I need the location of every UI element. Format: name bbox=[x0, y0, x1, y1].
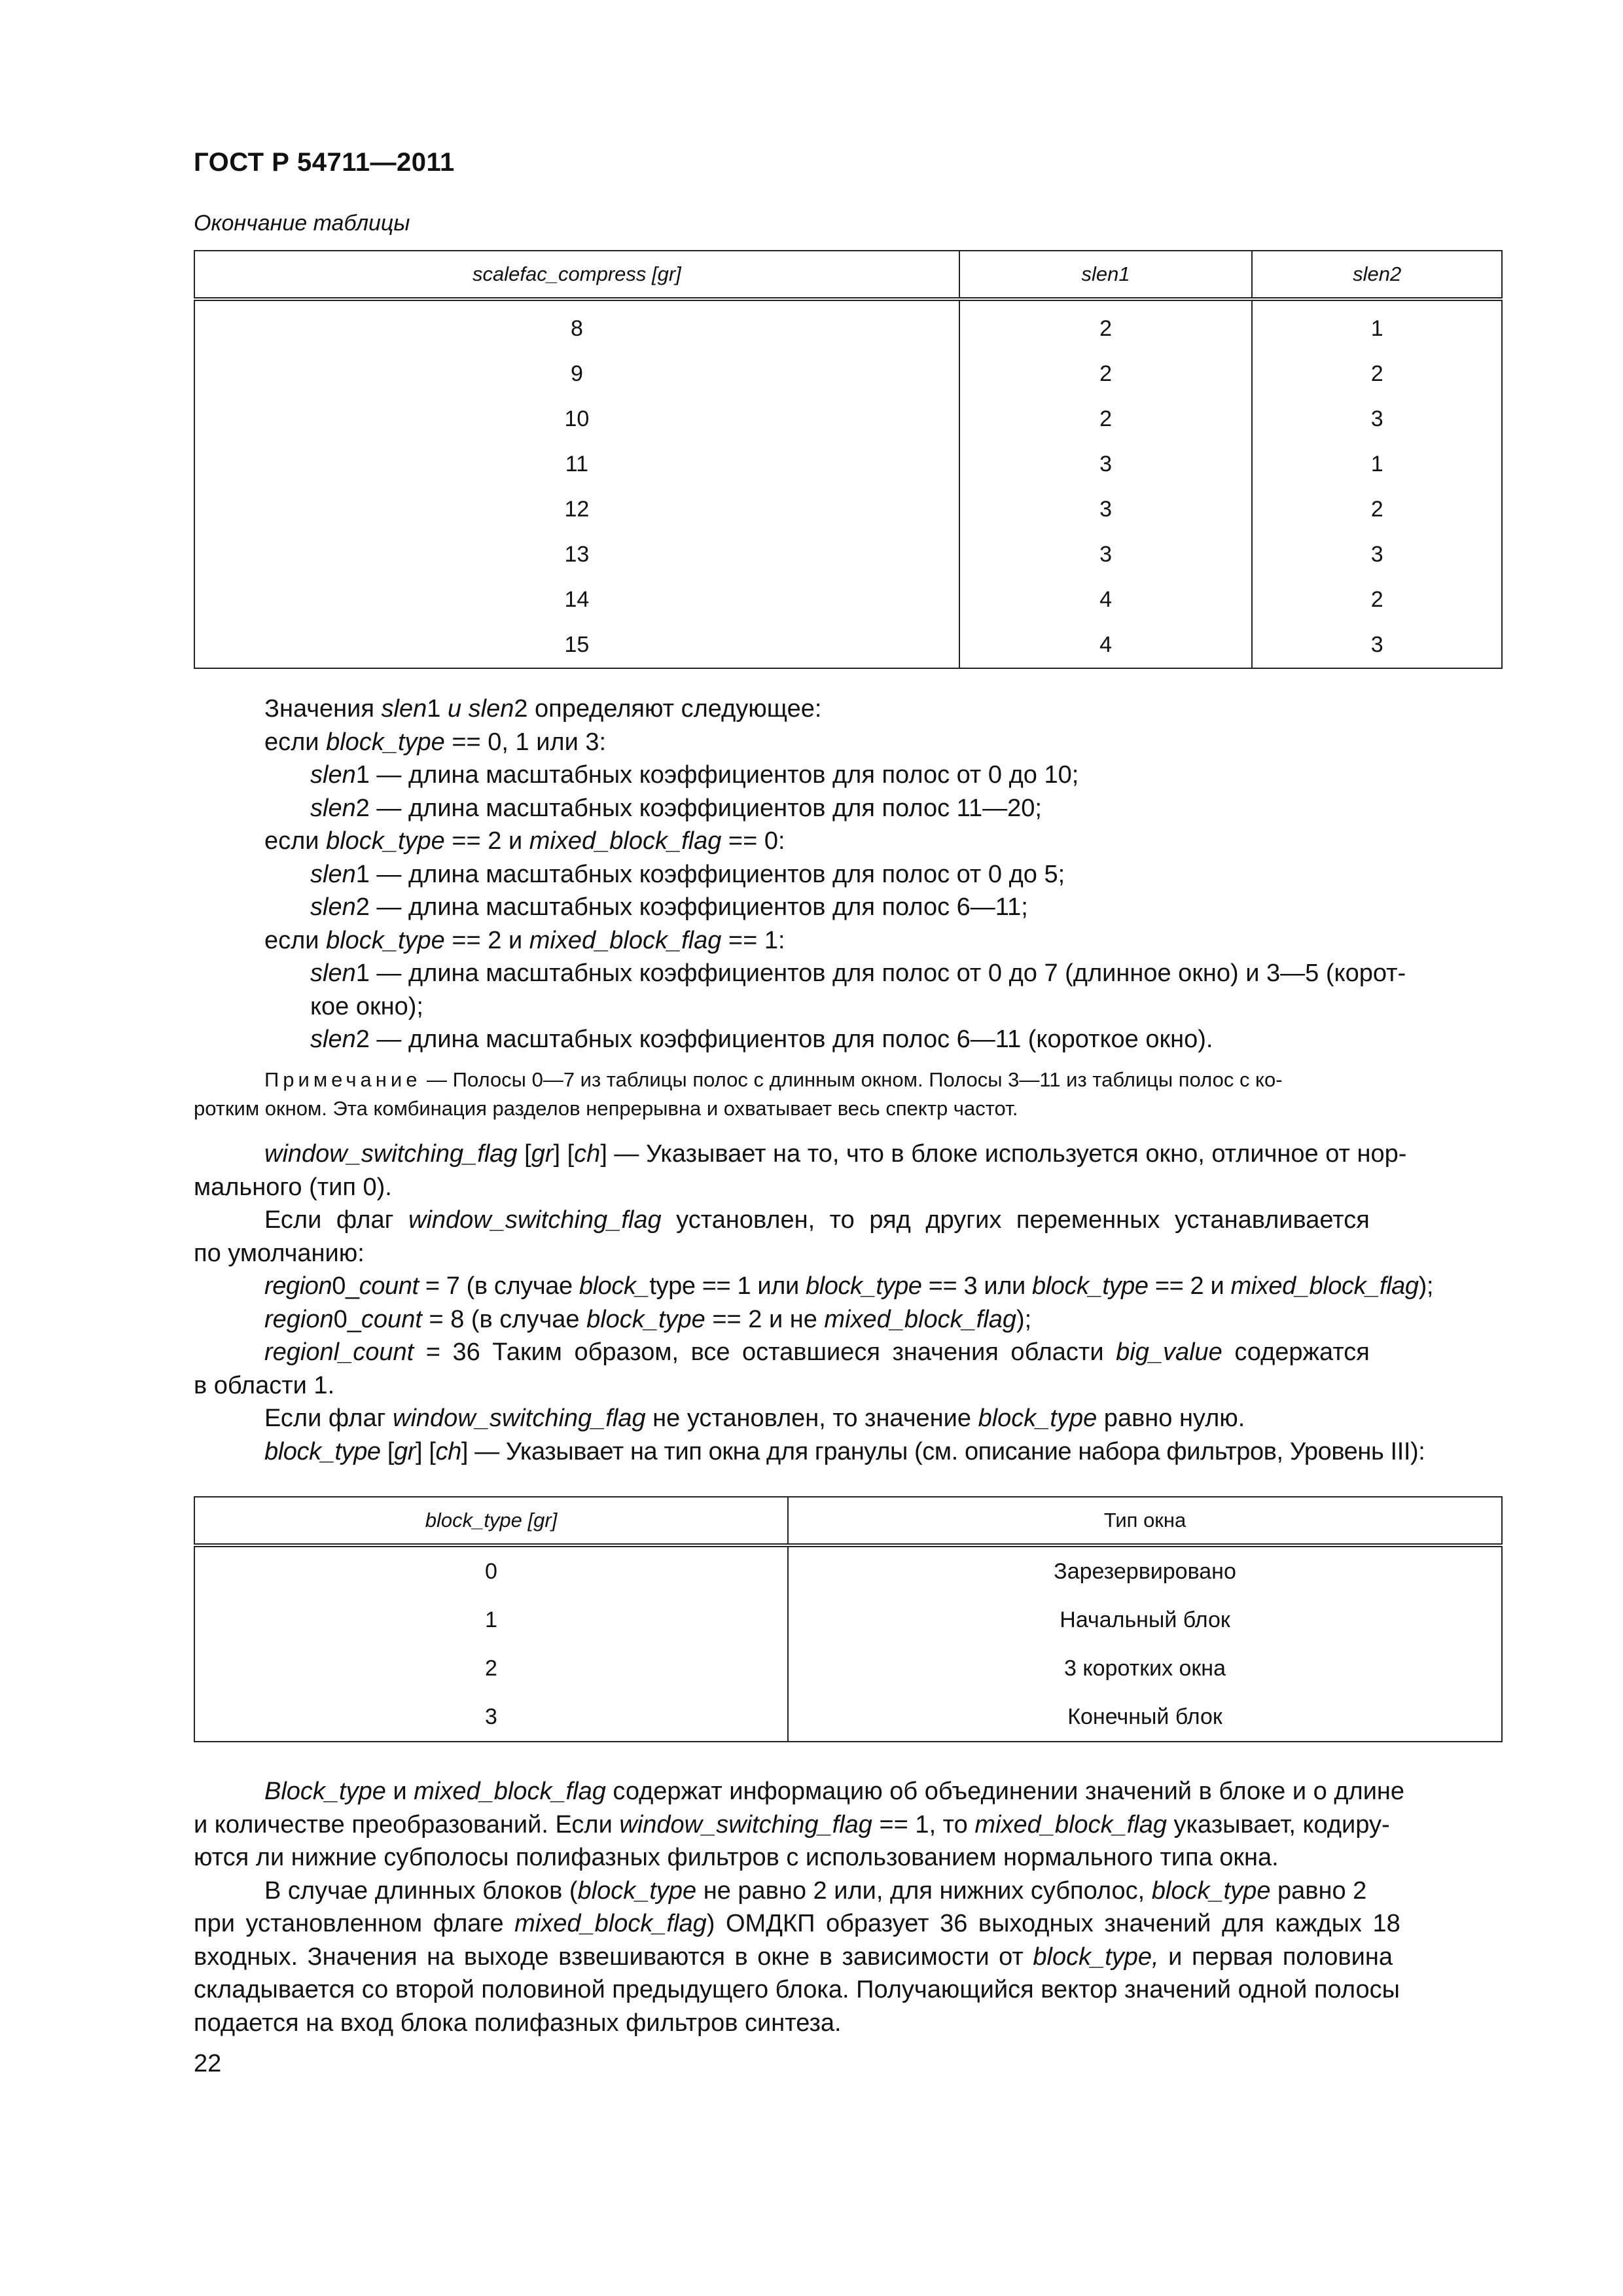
table-row bbox=[194, 299, 1502, 351]
paragraph: slen1 — длина масштабных коэффициентов для полос от 0 до 7 (длинное окно) и 3—5 (корот- bbox=[310, 960, 1406, 987]
block-type-table bbox=[194, 1496, 1503, 1742]
paragraph: если block_type == 2 и mixed_block_flag == 0: bbox=[264, 827, 785, 855]
paragraph: если block_type == 2 и mixed_block_flag == 1: bbox=[264, 926, 785, 954]
paragraph: подается на вход блока полифазных фильтров синтеза. bbox=[194, 2009, 842, 2037]
paragraph: входных. Значения на выходе взвешиваются в окне в зависимости от block_type, и первая половина bbox=[194, 1943, 1393, 1971]
table-cell: Конечный блок bbox=[788, 1693, 1502, 1742]
paragraph: по умолчанию: bbox=[194, 1239, 365, 1267]
table-row bbox=[194, 487, 1502, 532]
header-window-type: Тип окна bbox=[788, 1497, 1502, 1545]
table-cell: 1 bbox=[1252, 299, 1502, 351]
table-row bbox=[194, 622, 1502, 668]
paragraph: при установленном флаге mixed_block_flag) ОМДКП образует 36 выходных значений для каждых 18 bbox=[194, 1910, 1400, 1937]
block-type-explanation bbox=[194, 1775, 1503, 2039]
table-row bbox=[194, 1693, 1502, 1742]
paragraph: кое окно); bbox=[310, 992, 423, 1020]
table-row bbox=[194, 1644, 1502, 1693]
table-cell: 4 bbox=[959, 622, 1253, 668]
table-cell: 3 bbox=[1252, 532, 1502, 577]
table-row bbox=[194, 532, 1502, 577]
header-slen2: slen2 bbox=[1252, 251, 1502, 299]
window-switching-description bbox=[194, 1138, 1503, 1468]
paragraph: slen2 — длина масштабных коэффициентов для полос 6—11; bbox=[310, 893, 1028, 921]
table-row bbox=[194, 1545, 1502, 1596]
table-cell: 3 bbox=[194, 1693, 788, 1742]
table-row bbox=[194, 442, 1502, 487]
table-cell: 15 bbox=[194, 622, 959, 668]
paragraph: Примечание — Полосы 0—7 из таблицы полос с длинным окном. Полосы 3—11 из таблицы полос с ко- bbox=[264, 1068, 1283, 1091]
table-cell: 3 bbox=[959, 487, 1253, 532]
table-cell: 3 bbox=[1252, 397, 1502, 442]
table-cell: 8 bbox=[194, 299, 959, 351]
table-row bbox=[194, 577, 1502, 622]
paragraph: region0_count = 7 (в случае block_type == 1 или block_type == 3 или block_type == 2 и mixed_block_flag); bbox=[264, 1272, 1434, 1300]
table-cell: 3 bbox=[1252, 622, 1502, 668]
table-cell: 3 bbox=[959, 442, 1253, 487]
table-cell: 11 bbox=[194, 442, 959, 487]
paragraph: regionl_count = 36 Таким образом, все оставшиеся значения области big_value содержатся bbox=[264, 1338, 1370, 1366]
paragraph: если block_type == 0, 1 или 3: bbox=[264, 728, 607, 756]
paragraph: и количестве преобразований. Если window_switching_flag == 1, то mixed_block_flag указывает, кодиру- bbox=[194, 1810, 1390, 1839]
table-cell: Начальный блок bbox=[788, 1596, 1502, 1644]
paragraph: складывается со второй половиной предыдущего блока. Получающийся вектор значений одной полосы bbox=[194, 1976, 1400, 2003]
table-cell: 12 bbox=[194, 487, 959, 532]
table-cell: 2 bbox=[959, 351, 1253, 397]
table-cell: 4 bbox=[959, 577, 1253, 622]
document-header: ГОСТ Р 54711—2011 bbox=[194, 148, 455, 177]
paragraph: window_switching_flag [gr] [ch] — Указывает на то, что в блоке используется окно, отличное от нор- bbox=[264, 1140, 1407, 1168]
table-cell: 2 bbox=[1252, 487, 1502, 532]
table-cell: 0 bbox=[194, 1545, 788, 1596]
table-cell: 2 bbox=[959, 299, 1253, 351]
paragraph: slen1 — длина масштабных коэффициентов для полос от 0 до 10; bbox=[310, 761, 1079, 789]
paragraph: мального (тип 0). bbox=[194, 1173, 392, 1201]
paragraph: ротким окном. Эта комбинация разделов непрерывна и охватывает весь спектр частот. bbox=[194, 1097, 1018, 1120]
header-block-type: block_type [gr] bbox=[194, 1497, 788, 1545]
table-cell: 2 bbox=[1252, 577, 1502, 622]
paragraph: block_type [gr] [ch] — Указывает на тип окна для гранулы (см. описание набора фильтров, Уровень III): bbox=[264, 1437, 1425, 1465]
table-cell: 1 bbox=[194, 1596, 788, 1644]
paragraph: Значения slen1 и slen2 определяют следующее: bbox=[264, 695, 822, 723]
table-cell: 3 коротких окна bbox=[788, 1644, 1502, 1693]
slen-description bbox=[194, 692, 1503, 1056]
table-cell: 2 bbox=[1252, 351, 1502, 397]
table-cell: 10 bbox=[194, 397, 959, 442]
paragraph: ются ли нижние субполосы полифазных фильтров с использованием нормального типа окна. bbox=[194, 1844, 1279, 1871]
table-caption: Окончание таблицы bbox=[194, 211, 410, 236]
paragraph: slen2 — длина масштабных коэффициентов для полос 6—11 (короткое окно). bbox=[310, 1026, 1213, 1053]
table-cell: 2 bbox=[194, 1644, 788, 1693]
note-label: Примечание bbox=[264, 1068, 421, 1091]
table-header-row bbox=[194, 1497, 1502, 1545]
slen-table bbox=[194, 250, 1503, 669]
table-cell: 14 bbox=[194, 577, 959, 622]
table-cell: Зарезервировано bbox=[788, 1545, 1502, 1596]
table-row bbox=[194, 351, 1502, 397]
table-cell: 2 bbox=[959, 397, 1253, 442]
paragraph: Если флаг window_switching_flag не установлен, то значение block_type равно нулю. bbox=[264, 1405, 1245, 1432]
paragraph: region0_count = 8 (в случае block_type == 2 и не mixed_block_flag); bbox=[264, 1305, 1032, 1333]
paragraph: Если флаг window_switching_flag установлен, то ряд других переменных устанавливается bbox=[264, 1206, 1370, 1234]
note-block bbox=[194, 1066, 1503, 1123]
header-slen1: slen1 bbox=[959, 251, 1253, 299]
paragraph: slen2 — длина масштабных коэффициентов для полос 11—20; bbox=[310, 794, 1042, 822]
table-header-row bbox=[194, 251, 1502, 299]
table-cell: 9 bbox=[194, 351, 959, 397]
page-number: 22 bbox=[194, 2050, 222, 2077]
table-cell: 1 bbox=[1252, 442, 1502, 487]
header-scalefac-compress: scalefac_compress [gr] bbox=[194, 251, 959, 299]
table-cell: 3 bbox=[959, 532, 1253, 577]
table-row bbox=[194, 397, 1502, 442]
table-cell: 13 bbox=[194, 532, 959, 577]
paragraph: slen1 — длина масштабных коэффициентов для полос от 0 до 5; bbox=[310, 860, 1065, 888]
paragraph: в области 1. bbox=[194, 1371, 335, 1399]
table-row bbox=[194, 1596, 1502, 1644]
paragraph: В случае длинных блоков (block_type не равно 2 или, для нижних субполос, block_type равно 2 bbox=[264, 1876, 1367, 1905]
paragraph: Block_type и mixed_block_flag содержат информацию об объединении значений в блоке и о длине bbox=[264, 1778, 1405, 1805]
